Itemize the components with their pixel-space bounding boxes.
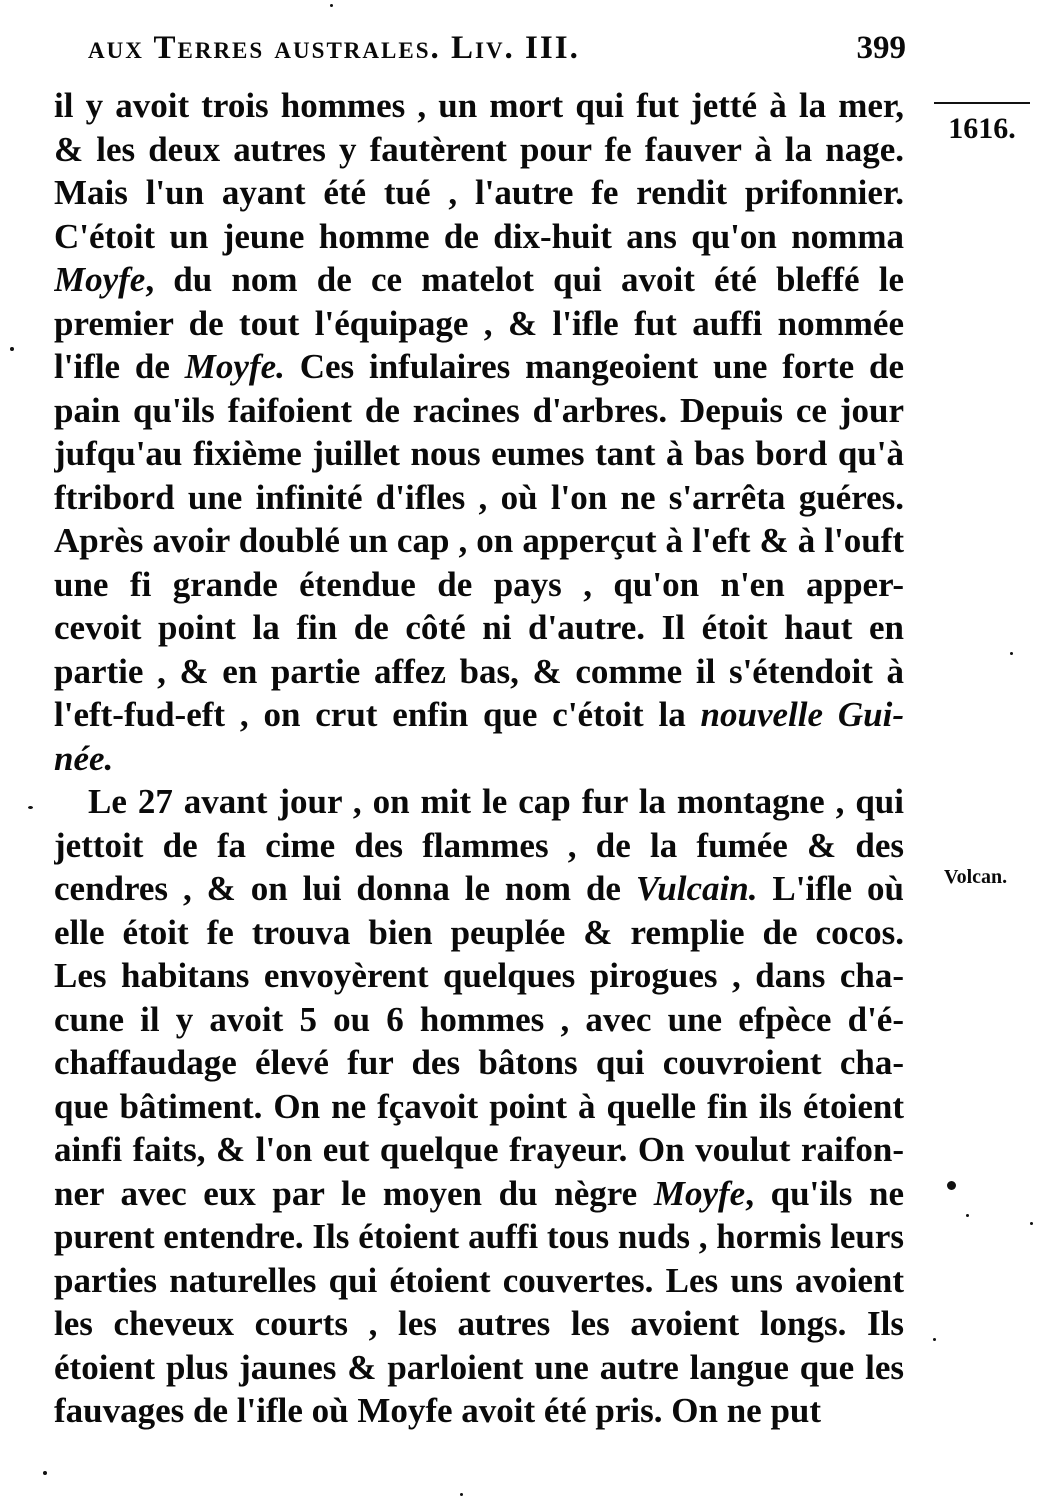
text-line — [54, 1085, 904, 1129]
text-segment: L'ifle où — [757, 869, 904, 908]
text-line — [54, 563, 904, 607]
italic-segment: Vulcain. — [635, 869, 758, 908]
text-segment: fauvages de l'ifle où Moyfe avoit été pris. On ne put — [54, 1391, 822, 1430]
text-line — [54, 780, 904, 824]
text-line — [54, 1346, 904, 1390]
text-segment: ainfi faits, & l'on eut quelque frayeur. On voulut raifon- — [54, 1130, 904, 1169]
print-speck — [43, 1471, 47, 1475]
text-segment: , qu'ils ne — [745, 1173, 904, 1213]
body-text — [54, 84, 904, 1433]
text-line — [54, 693, 904, 737]
text-line — [54, 1259, 904, 1303]
text-segment: l'eft-fud-eft , on crut enfin que c'étoit la — [54, 695, 701, 734]
text-line — [54, 606, 904, 650]
text-line — [54, 824, 904, 868]
print-speck — [933, 1338, 936, 1341]
text-segment: Ces infulaires mangeoient une forte de — [284, 347, 904, 386]
text-line — [54, 171, 904, 215]
text-segment: chaffaudage élevé fur des bâtons qui couvroient cha- — [54, 1043, 904, 1082]
text-segment: C'étoit un jeune homme de dix-huit ans qu'on nomma — [54, 216, 904, 256]
text-line — [54, 1215, 904, 1259]
italic-segment: Moyfe — [653, 1173, 746, 1213]
text-line — [54, 998, 904, 1042]
italic-segment: née. — [54, 738, 114, 778]
text-line — [54, 1302, 904, 1346]
italic-segment: Moyfe. — [184, 347, 285, 386]
text-segment: cendres , & on lui donna le nom de — [54, 869, 636, 908]
text-segment: , du nom de ce matelot qui avoit été bleffé le — [145, 260, 904, 299]
text-line — [54, 476, 904, 520]
text-segment: étoient plus jaunes & parloient une autre langue que les — [54, 1347, 904, 1387]
italic-segment: Moyfe — [54, 260, 146, 299]
margin-note: Volcan. — [944, 866, 1008, 888]
text-segment: Mais l'un ayant été tué , l'autre fe rendit prifonnier. — [54, 173, 904, 212]
text-segment: & les deux autres y fautèrent pour fe fauver à la nage. — [54, 129, 904, 169]
text-segment: partie , & en partie affez bas, & comme il s'étendoit à — [54, 651, 904, 691]
text-segment: purent entendre. Ils étoient auffi tous nuds , hormis leurs — [54, 1217, 904, 1256]
text-line — [54, 911, 904, 955]
text-segment: ftribord une infinité d'ifles , où l'on ne s'arrêta guéres. — [54, 477, 904, 517]
text-segment: ner avec eux par le moyen du nègre — [54, 1173, 654, 1213]
text-line — [54, 737, 904, 781]
text-segment: jettoit de fa cime des flammes , de la fumée & des — [54, 825, 904, 865]
text-segment: cevoit point la fin de côté ni d'autre. Il étoit haut en — [54, 608, 904, 647]
text-segment: cune il y avoit 5 ou 6 hommes , avec une efpèce d'é- — [54, 999, 904, 1039]
running-head: aux Terres australes. Liv. III. — [88, 30, 580, 66]
text-segment: elle étoit fe trouva bien peuplée & remplie de cocos. — [54, 912, 904, 952]
text-segment: parties naturelles qui étoient couvertes. Les uns avoient — [54, 1260, 904, 1300]
text-segment: Après avoir doublé un cap , on apperçut à l'eft & à l'ouft — [54, 521, 904, 560]
margin-year: 1616. — [934, 102, 1030, 146]
text-line — [54, 867, 904, 911]
text-segment: il y avoit trois hommes , un mort qui fut jetté à la mer, — [54, 86, 904, 125]
text-line — [54, 1041, 904, 1085]
print-speck — [28, 806, 33, 809]
text-line — [54, 650, 904, 694]
text-line — [54, 1128, 904, 1172]
text-line — [54, 258, 904, 302]
text-segment: premier de tout l'équipage , & l'ifle fut auffi nommée — [54, 303, 904, 343]
text-segment: que bâtiment. On ne fçavoit point à quelle fin ils étoient — [54, 1086, 904, 1126]
text-segment: Les habitans envoyèrent quelques pirogues , dans cha- — [54, 956, 904, 995]
text-line — [54, 519, 904, 563]
text-line — [54, 954, 904, 998]
text-segment: une fi grande étendue de pays , qu'on n'en apper- — [54, 564, 904, 604]
text-segment: pain qu'ils faifoient de racines d'arbres. Depuis ce jour — [54, 390, 904, 430]
text-line — [54, 128, 904, 172]
print-speck — [947, 1181, 956, 1190]
text-segment: les cheveux courts , les autres les avoient longs. Ils — [54, 1304, 904, 1343]
print-speck — [1010, 652, 1013, 655]
print-speck — [1030, 1222, 1033, 1225]
text-line — [54, 389, 904, 433]
text-line — [54, 345, 904, 389]
print-speck — [10, 347, 14, 351]
text-line — [54, 84, 904, 128]
text-line — [54, 1172, 904, 1216]
text-segment: Le 27 avant jour , on mit le cap fur la montagne , qui — [88, 782, 904, 821]
text-line — [54, 215, 904, 259]
print-speck — [330, 4, 333, 7]
page-number: 399 — [856, 30, 906, 66]
text-segment: jufqu'au fixième juillet nous eumes tant à bas bord qu'à — [54, 434, 904, 473]
text-segment: l'ifle de — [54, 347, 185, 386]
text-line — [54, 1389, 904, 1433]
italic-segment: nouvelle Gui- — [700, 695, 904, 734]
text-line — [54, 302, 904, 346]
text-line — [54, 432, 904, 476]
page-header — [88, 26, 906, 74]
print-speck — [966, 1214, 969, 1217]
print-speck — [460, 1493, 463, 1496]
